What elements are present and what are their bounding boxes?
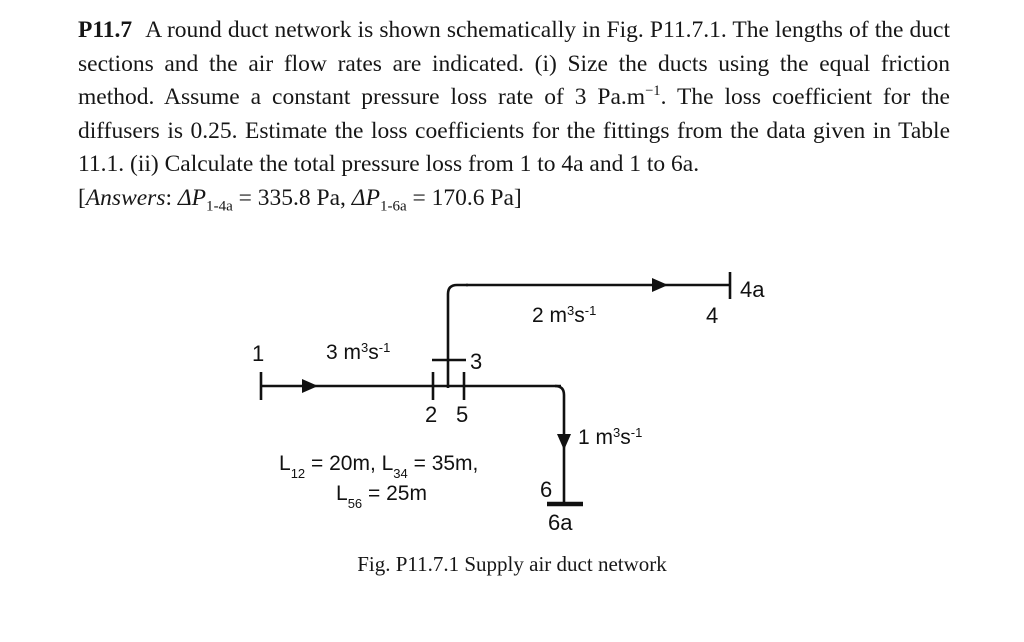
flow-main-unit-exp: -1 [378, 339, 391, 355]
flow-label-top-branch [532, 303, 596, 328]
duct-lengths-line-1 [279, 452, 478, 481]
problem-body-part2: . The loss coefficient for the diffusers is 0.25. Estimate the loss coefficients for the fittings from the data given in Table 11.1. (ii) Calculate the total pressure loss from 1 to 4a and 1 to 6a. [78, 84, 950, 177]
flow-down-unit-exp: -1 [630, 424, 643, 440]
node-label-5: 5 [456, 402, 469, 427]
node-label-4a: 4a [740, 277, 765, 302]
flow-top-unit: s [574, 304, 585, 327]
node-label-6: 6 [540, 477, 553, 502]
node-label-2: 2 [425, 402, 438, 427]
length-l34-symbol: L [381, 452, 394, 475]
flow-top-value: 2 m [532, 304, 568, 327]
answers-label: Answers [85, 184, 166, 211]
flow-arrow-main [302, 379, 318, 393]
duct-network-diagram [0, 272, 1024, 552]
duct-lengths-line-2 [336, 482, 427, 511]
flow-arrow-top-branch [652, 278, 668, 292]
flow-top-exp: 3 [567, 302, 575, 318]
flow-down-unit: s [620, 426, 631, 449]
answers-open-bracket: [ [78, 184, 86, 211]
length-l12-value: = 20m, [305, 452, 382, 475]
flow-main-exp: 3 [361, 339, 369, 355]
problem-body-part1: A round duct network is shown schematically in Fig. P11.7.1. The lengths of the duct sections and the air flow rates are indicated. (i) Size the ducts using the equal friction method. Assume a constant pressure loss rate of 3 Pa.m [78, 17, 950, 110]
duct-network-svg [0, 272, 1024, 552]
length-l56-subscript: 56 [347, 495, 363, 511]
delta-p-1-6a-subscript: 1-6a [379, 198, 407, 215]
delta-p-1-6a-value: = 170.6 Pa [406, 184, 514, 211]
delta-p-1-4a-symbol: ΔP [177, 184, 207, 211]
answers-close-bracket: ] [513, 184, 522, 211]
delta-p-1-6a-symbol: ΔP [351, 184, 380, 211]
flow-label-down-branch [578, 425, 642, 450]
length-l12-symbol: L [279, 452, 291, 475]
node-label-3: 3 [470, 349, 483, 374]
length-l56-value: = 25m [362, 482, 427, 505]
problem-statement [78, 14, 950, 215]
flow-down-exp: 3 [613, 424, 621, 440]
figure-caption: Fig. P11.7.1 Supply air duct network [357, 552, 667, 576]
problem-number: P11.7 [78, 17, 133, 43]
flow-top-unit-exp: -1 [584, 302, 597, 318]
node-label-6a: 6a [548, 510, 573, 535]
length-l12-subscript: 12 [290, 465, 306, 481]
flow-main-value: 3 m [326, 341, 362, 364]
flow-main-unit: s [368, 341, 379, 364]
answers-line [78, 182, 950, 216]
delta-p-1-4a-subscript: 1-4a [206, 198, 233, 215]
flow-arrow-down-branch [557, 434, 571, 450]
length-l34-value: = 35m, [407, 452, 479, 475]
flow-down-value: 1 m [578, 426, 614, 449]
length-l56-symbol: L [336, 482, 348, 505]
node-label-1: 1 [252, 341, 265, 366]
delta-p-1-4a-value: = 335.8 Pa, [232, 184, 352, 211]
flow-label-main [326, 340, 390, 365]
length-l34-subscript: 34 [393, 465, 408, 481]
exponent-minus-one: −1 [645, 83, 661, 100]
problem-paragraph [78, 14, 950, 182]
answers-colon: : [165, 184, 178, 211]
node-label-4: 4 [706, 303, 719, 328]
